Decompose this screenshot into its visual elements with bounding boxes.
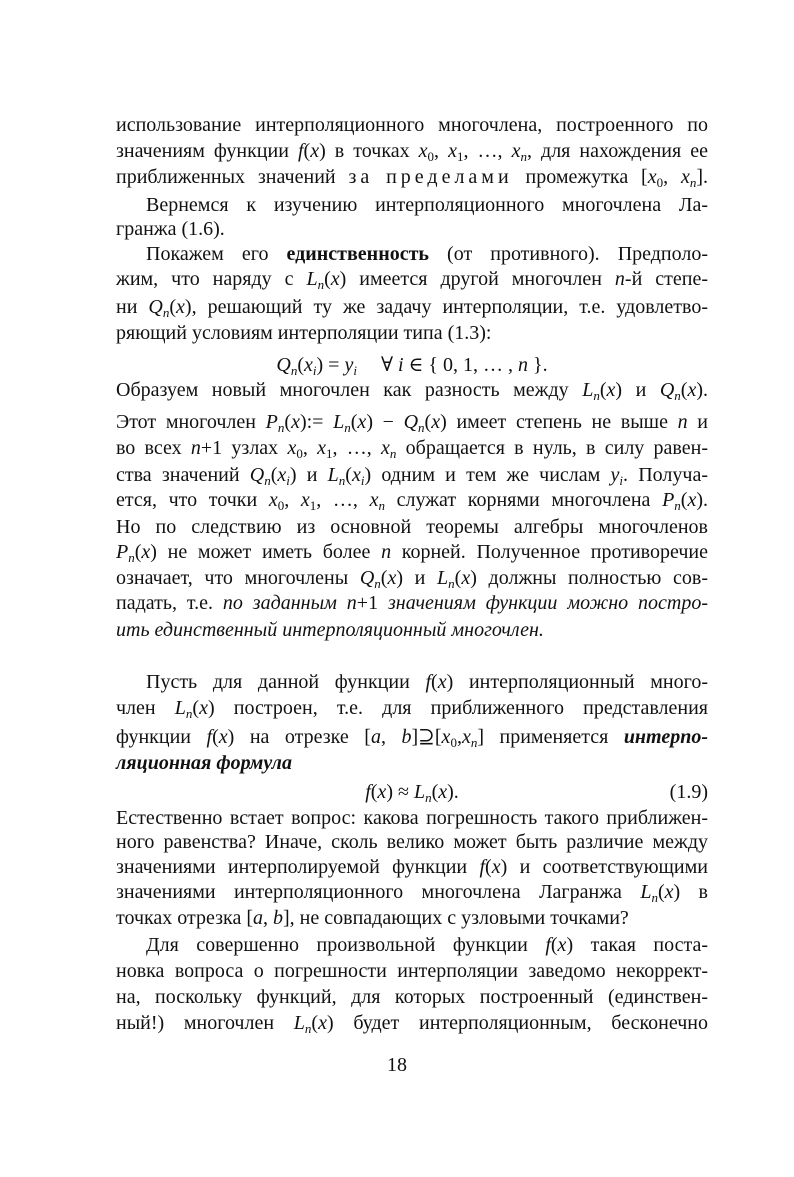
text-segment: ) и <box>396 567 438 589</box>
text-segment: функции <box>116 726 207 748</box>
text-segment: ( <box>680 379 688 401</box>
text-segment: , <box>456 726 462 748</box>
text-segment: Покажем его <box>146 243 287 265</box>
math-segment: n <box>651 890 658 905</box>
text-line <box>146 932 708 958</box>
math-segment: ить единственный интерполяционный многочлен. <box>116 619 544 641</box>
text-segment: ( <box>370 781 378 803</box>
math-segment: y <box>610 464 620 486</box>
math-segment: y <box>344 354 354 376</box>
math-segment: x <box>387 567 397 589</box>
math-segment: n <box>520 149 527 164</box>
math-segment: 1 <box>456 149 464 164</box>
math-segment: x <box>287 437 297 459</box>
math-segment: n <box>346 592 357 614</box>
text-segment: , <box>302 437 318 459</box>
text-segment: , …, <box>463 140 512 162</box>
math-segment: 0 <box>656 175 664 190</box>
math-segment: n <box>518 354 529 376</box>
math-segment: по заданным <box>222 592 347 614</box>
text-line <box>116 565 708 591</box>
math-segment: 0 <box>277 498 285 513</box>
text-segment: член <box>116 697 175 719</box>
math-segment: L <box>293 1012 305 1034</box>
text-segment: ) <box>319 140 326 162</box>
page-number: 18 <box>387 1054 407 1076</box>
text-segment: ∈ { 0, 1, … , <box>403 354 519 376</box>
text-segment: ) и соответствующими <box>500 856 708 878</box>
text-segment: ( <box>212 726 219 748</box>
text-line <box>116 514 708 540</box>
text-segment: ется, что точки <box>116 489 269 511</box>
text-segment: , <box>263 907 274 929</box>
text-line <box>146 669 708 695</box>
math-segment: x <box>418 140 428 162</box>
text-line <box>116 724 708 750</box>
math-segment: x <box>317 437 326 459</box>
text-segment: ), решающий ту же задачу интерполяции, т.е. удовлетво- <box>184 296 708 318</box>
math-segment: Q <box>249 464 265 486</box>
text-line <box>116 294 708 320</box>
text-segment: падать, т.е. <box>116 592 223 614</box>
math-segment: L <box>640 881 652 903</box>
text-segment: промежутка [ <box>512 166 648 188</box>
math-segment: f <box>479 856 486 878</box>
text-segment: использование интерполяционного многочлена, построенного по <box>116 114 708 136</box>
text-segment: ни <box>116 296 149 318</box>
text-line <box>116 266 708 292</box>
equation-number: (1.9) <box>669 781 708 803</box>
text-segment: ) такая поста- <box>566 934 708 956</box>
math-segment: n <box>290 363 298 378</box>
text-line <box>116 854 708 880</box>
text-segment: значениям функции <box>116 140 298 162</box>
math-segment: n <box>128 550 135 565</box>
text-segment: ( <box>454 567 462 589</box>
text-segment: ( <box>380 567 388 589</box>
text-segment: новка вопроса о погрешности интерполяции заведомо некоррект- <box>116 960 708 982</box>
text-segment: }. <box>528 354 548 376</box>
text-segment: ( <box>345 464 352 486</box>
math-segment: x <box>351 464 361 486</box>
text-segment: имеется другой многочлен <box>346 268 615 290</box>
math-segment: x <box>687 489 697 511</box>
math-segment: 1 <box>309 498 317 513</box>
text-segment: , …, <box>332 437 381 459</box>
text-line <box>116 487 708 513</box>
text-segment: ( <box>324 268 331 290</box>
math-segment: x <box>437 671 447 693</box>
text-segment: ( <box>284 411 292 433</box>
text-segment: ( <box>599 379 607 401</box>
text-segment: ). <box>696 489 709 511</box>
text-line <box>116 590 708 616</box>
math-segment: x <box>330 268 340 290</box>
text-line <box>116 695 708 721</box>
text-segment: служат корнями многочлена <box>384 489 663 511</box>
text-line <box>116 905 708 931</box>
text-segment: ) должны полностью сов- <box>470 567 708 589</box>
math-segment: f <box>545 934 551 956</box>
text-segment: ) не может иметь более <box>150 541 382 563</box>
math-segment: n <box>304 1021 312 1036</box>
math-segment: b <box>401 726 412 748</box>
text-segment: и <box>687 411 708 433</box>
math-segment: Q <box>359 567 375 589</box>
text-segment: ного равенства? Иначе, сколь велико может быть различие между <box>116 831 708 853</box>
math-segment: Q <box>276 354 291 376</box>
text-line <box>116 216 708 242</box>
math-segment: n <box>338 473 346 488</box>
text-segment: ( <box>680 489 688 511</box>
math-segment: x <box>687 379 697 401</box>
math-segment: i <box>398 354 404 376</box>
text-segment: точках отрезка [ <box>116 907 254 929</box>
text-line <box>116 164 708 190</box>
math-segment: Q <box>659 379 675 401</box>
math-segment: n <box>190 437 201 459</box>
text-segment: ) на отрезке [ <box>227 726 371 748</box>
math-segment: единственность <box>286 243 429 265</box>
math-segment: n <box>185 706 193 721</box>
text-segment: , для нахождения ее <box>526 140 709 162</box>
text-segment: ( <box>192 697 200 719</box>
math-segment: a <box>253 907 264 929</box>
text-segment: ( <box>270 464 278 486</box>
math-segment: n <box>264 473 271 488</box>
math-segment: L <box>333 411 345 433</box>
math-segment: n <box>389 446 397 461</box>
math-segment: x <box>441 726 451 748</box>
text-segment: ) интерполяционный много- <box>446 671 708 693</box>
text-segment: ( <box>431 781 439 803</box>
text-line <box>116 805 708 831</box>
math-segment: x <box>377 781 387 803</box>
math-segment: i <box>619 473 624 488</box>
math-segment: i <box>312 363 317 378</box>
text-line <box>116 112 708 138</box>
math-segment: x <box>141 541 151 563</box>
math-segment: 1 <box>325 446 333 461</box>
text-line <box>116 958 708 984</box>
text-segment: ] применяется <box>477 726 624 748</box>
text-segment: ( <box>657 881 665 903</box>
math-segment: x <box>647 166 657 188</box>
text-line <box>146 192 708 218</box>
text-segment: ). <box>696 379 708 401</box>
text-line <box>116 377 708 403</box>
text-segment: приближенных значений <box>116 166 349 188</box>
math-segment: n <box>162 305 170 320</box>
math-segment: x <box>369 489 379 511</box>
math-segment: L <box>413 781 426 803</box>
math-segment: x <box>218 726 228 748</box>
text-segment: +1 <box>356 592 379 614</box>
math-segment: x <box>491 856 501 878</box>
text-segment: ) одним и тем же числам <box>364 464 611 486</box>
text-line <box>116 435 708 461</box>
math-segment: n <box>378 498 385 513</box>
math-segment: n <box>674 498 681 513</box>
text-segment: ства значений <box>116 464 250 486</box>
text-segment: , …, <box>316 489 370 511</box>
math-segment: n <box>674 388 681 403</box>
math-segment: L <box>327 464 339 486</box>
text-segment: Образуем новый многочлен как разность между <box>116 379 583 401</box>
text-segment: корней. Полученное противоречие <box>391 541 708 563</box>
math-segment: пределами <box>386 166 513 188</box>
math-segment: 0 <box>427 149 435 164</box>
text-segment: Но по следствию из основной теоремы алгебры многочленов <box>116 516 708 538</box>
text-line <box>146 241 708 267</box>
text-line <box>116 409 708 435</box>
text-segment: в точках <box>325 140 419 162</box>
math-segment: n <box>470 735 478 750</box>
text-segment: ) имеет степень не выше <box>440 411 678 433</box>
text-segment: значениями интерполируемой функции <box>116 856 480 878</box>
text-segment: ) = <box>316 354 345 376</box>
text-segment: ). <box>447 781 459 803</box>
text-line <box>116 617 708 643</box>
math-segment: интерпо- <box>623 726 708 748</box>
math-segment: x <box>461 726 471 748</box>
text-segment: Этот многочлен <box>116 411 266 433</box>
text-line <box>116 1010 708 1036</box>
text-segment: ( <box>297 354 304 376</box>
math-segment: x <box>431 411 441 433</box>
text-segment: ) будет интерполяционным, бесконечно <box>326 1012 708 1034</box>
text-line <box>116 138 708 164</box>
math-segment: P <box>265 411 278 433</box>
text-segment: ], не совпадающих с узловыми точками? <box>283 907 629 929</box>
text-segment: ( <box>485 856 492 878</box>
text-segment: ) ≈ <box>386 781 414 803</box>
math-segment: x <box>448 140 457 162</box>
text-segment: , <box>284 489 301 511</box>
text-segment: ) и <box>615 379 660 401</box>
text-line <box>116 879 708 905</box>
text-segment: ):= <box>299 411 334 433</box>
formula-line <box>116 779 708 805</box>
math-segment: x <box>357 411 367 433</box>
math-segment: P <box>662 489 675 511</box>
math-segment: x <box>291 411 300 433</box>
math-segment: x <box>176 296 185 318</box>
math-segment: x <box>318 1012 327 1034</box>
math-segment: b <box>273 907 284 929</box>
text-segment: ряющий условиям интерполяции типа (1.3): <box>116 322 492 344</box>
text-segment: ]⊇[ <box>411 726 442 748</box>
math-segment: i <box>353 363 357 378</box>
text-segment: жим, что наряду с <box>116 268 307 290</box>
math-segment: L <box>582 379 594 401</box>
math-segment: f <box>297 140 304 162</box>
math-segment: x <box>300 489 310 511</box>
text-line <box>116 320 708 346</box>
text-segment: ) <box>339 268 347 290</box>
text-line <box>116 984 708 1010</box>
math-segment: f <box>425 671 432 693</box>
math-segment: x <box>557 934 567 956</box>
text-segment: ( <box>169 296 177 318</box>
text-segment: ( <box>424 411 432 433</box>
text-segment: (от противного). Предполо- <box>429 243 709 265</box>
text-segment: +1 узлах <box>200 437 288 459</box>
math-segment: L <box>306 268 318 290</box>
math-segment: x <box>381 437 390 459</box>
math-segment: n <box>593 388 600 403</box>
text-segment: ( <box>350 411 358 433</box>
text-segment: Вернемся к изучению интерполяционного многочлена Ла- <box>146 194 708 216</box>
math-segment: f <box>365 781 371 803</box>
text-segment: гранжа (1.6). <box>116 218 225 240</box>
math-segment: x <box>303 354 313 376</box>
text-segment: ) и <box>289 464 328 486</box>
math-segment: n <box>418 420 425 435</box>
math-segment: n <box>677 411 688 433</box>
text-segment: , <box>434 140 449 162</box>
text-segment: ( <box>134 541 142 563</box>
math-segment: x <box>277 464 287 486</box>
math-segment: x <box>438 781 448 803</box>
text-segment: ( <box>303 140 311 162</box>
text-segment: ∀ <box>380 354 399 376</box>
math-segment: x <box>268 489 278 511</box>
text-segment <box>373 166 386 188</box>
math-segment: n <box>317 277 325 292</box>
text-segment: во всех <box>116 437 191 459</box>
math-segment: x <box>199 697 208 719</box>
text-segment: ]. <box>696 166 709 188</box>
math-segment: a <box>370 726 381 748</box>
math-segment: n <box>277 420 285 435</box>
text-segment: ный!) многочлен <box>116 1012 294 1034</box>
text-segment: , <box>380 726 402 748</box>
text-segment: Для совершенно произвольной функции <box>146 934 546 956</box>
math-segment: x <box>664 881 674 903</box>
formula-line <box>116 352 708 378</box>
text-line <box>116 829 708 855</box>
math-segment: n <box>381 541 392 563</box>
math-segment: 0 <box>296 446 303 461</box>
text-segment: обращается в нуль, в силу равен- <box>396 437 709 459</box>
text-segment: ) − <box>366 411 404 433</box>
math-segment: Q <box>403 411 419 433</box>
text-segment: Пусть для данной функции <box>146 671 426 693</box>
math-segment: n <box>425 790 432 805</box>
math-segment: L <box>437 567 449 589</box>
math-segment: x <box>310 140 320 162</box>
text-segment: ) построен, т.е. для приближенного представления <box>207 697 709 719</box>
text-segment: . Получа- <box>623 464 708 486</box>
math-segment: f <box>206 726 213 748</box>
math-segment: i <box>286 473 290 488</box>
text-segment: -й степе- <box>624 268 708 290</box>
text-segment: ) в <box>673 881 709 903</box>
text-segment: ( <box>311 1012 319 1034</box>
math-segment: Q <box>148 296 163 318</box>
math-segment: x <box>511 140 521 162</box>
math-segment: n <box>344 420 351 435</box>
text-segment: ( <box>431 671 438 693</box>
text-line <box>116 462 708 488</box>
math-segment: L <box>174 697 186 719</box>
math-segment: n <box>689 175 697 190</box>
math-segment: i <box>360 473 365 488</box>
text-segment: на, поскольку функций, для которых построенный (единствен- <box>116 986 708 1008</box>
math-segment: x <box>680 166 690 188</box>
text-line <box>116 750 708 776</box>
math-segment: x <box>461 567 471 589</box>
text-segment: , <box>663 166 681 188</box>
math-segment: n <box>614 268 625 290</box>
text-line <box>116 539 708 565</box>
math-segment: значениям функции можно постро- <box>378 592 709 614</box>
text-segment: значениями интерполяционного многочлена Лагранжа <box>116 881 641 903</box>
text-segment: Естественно встает вопрос: какова погрешность такого приближен- <box>116 807 708 829</box>
math-segment: P <box>116 541 129 563</box>
math-segment: n <box>374 576 381 591</box>
math-segment: ляционная формула <box>116 752 292 774</box>
text-segment: ( <box>550 934 558 956</box>
text-segment: означает, что многочлены <box>116 567 360 589</box>
math-segment: за <box>348 166 374 188</box>
math-segment: n <box>448 576 455 591</box>
math-segment: x <box>606 379 616 401</box>
math-segment: 0 <box>450 735 457 750</box>
